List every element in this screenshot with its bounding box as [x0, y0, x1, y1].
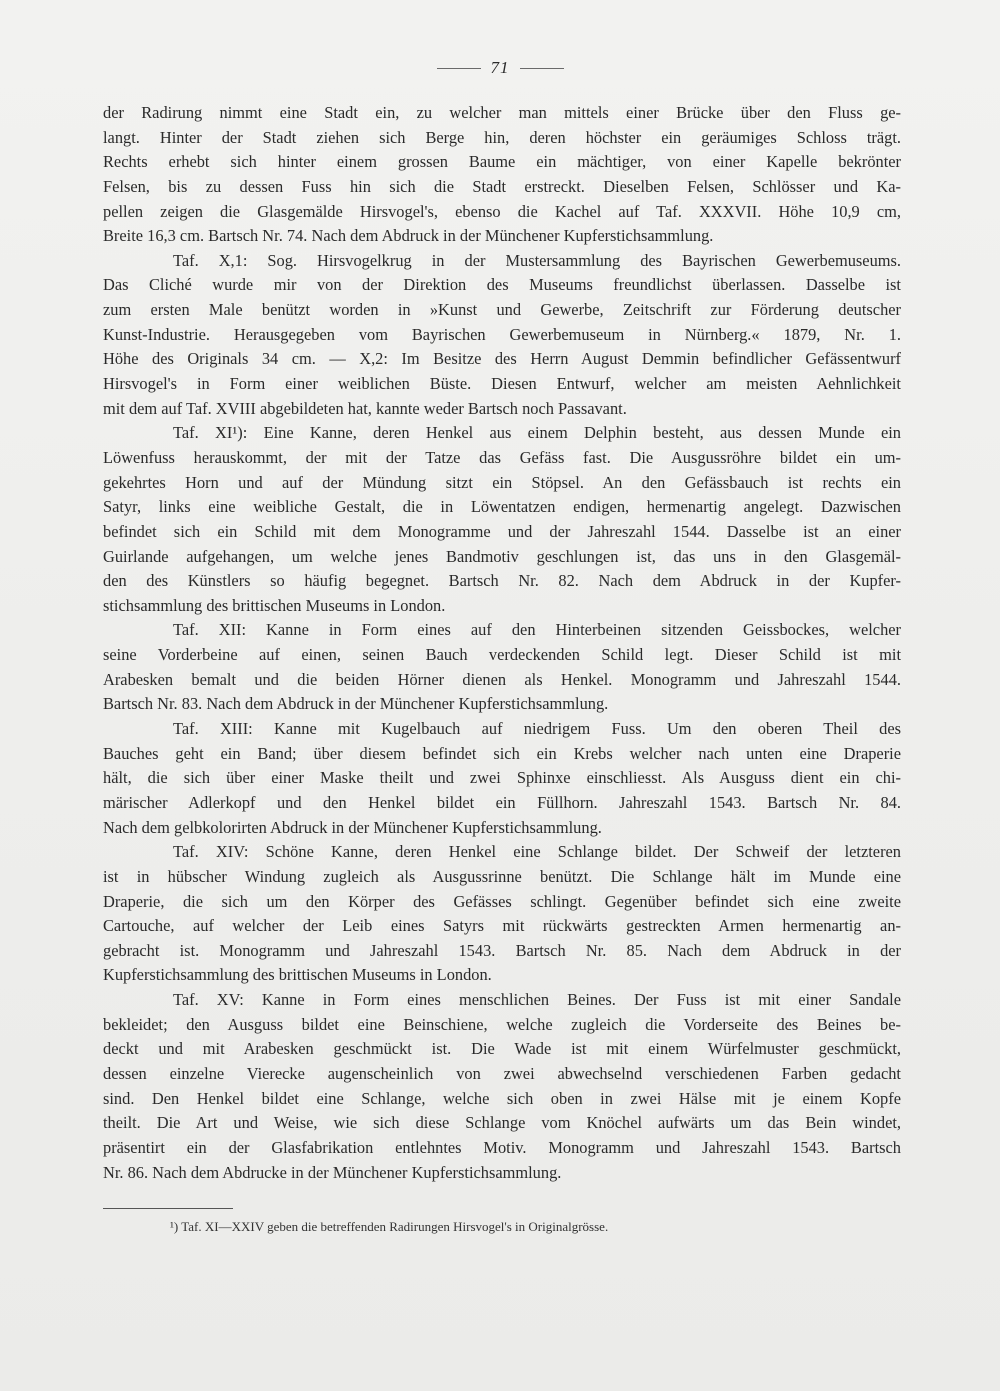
text-line: der Radirung nimmt eine Stadt ein, zu welcher man mittels einer Brücke über den Fluss ge-: [103, 103, 901, 122]
page-number: 71: [490, 58, 510, 77]
text-line: Das Cliché wurde mir von der Direktion des Museums freundlichst überlassen. Dasselbe ist: [103, 275, 901, 295]
footnote-rule: [103, 1208, 233, 1209]
text-line: Bartsch Nr. 83. Nach dem Abdruck in der Münchener Kupferstichsammlung.: [103, 694, 609, 714]
text-line: Löwenfuss herauskommt, der mit der Tatze das Gefäss fast. Die Ausgussröhre bildet ein um-: [103, 447, 901, 467]
text-line: pellen zeigen die Glasgemälde Hirsvogel's, ebenso die Kachel auf Taf. XXXVII. Höhe 10,9 cm,: [103, 201, 901, 221]
text-line: Bauches geht ein Band; über diesem befindet sich ein Krebs welcher nach unten eine Draperie: [103, 743, 901, 763]
text-line: Nr. 86. Nach dem Abdrucke in der Münchener Kupferstichsammlung.: [103, 1162, 562, 1182]
footnote: ¹) Taf. XI—XXIV geben die betreffenden Radirungen Hirsvogel's in Originalgrösse.: [170, 1219, 609, 1234]
text-line: langt. Hinter der Stadt ziehen sich Berge hin, deren höchster ein geräumiges Schloss trägt.: [103, 127, 901, 147]
text-line: gekehrtes Horn und auf der Mündung sitzt ein Stöpsel. An den Gefässbauch ist rechts ein: [103, 472, 901, 492]
text-line: zum ersten Male benützt worden in »Kunst und Gewerbe, Zeitschrift zur Förderung deutscher: [103, 300, 901, 320]
body-text: [103, 101, 901, 1185]
text-line: präsentirt ein der Glasfabrikation entlehntes Motiv. Monogramm und Jahreszahl 1543. Bartsch: [103, 1137, 901, 1157]
text-line: ist in hübscher Windung zugleich als Ausgussrinne benützt. Die Schlange hält im Munde eine: [103, 866, 901, 886]
text-line: Kupferstichsammlung des brittischen Museums in London.: [103, 965, 492, 985]
text-line: märischer Adlerkopf und den Henkel bildet ein Füllhorn. Jahreszahl 1543. Bartsch Nr. 84.: [103, 792, 901, 812]
paragraph-start-line: Taf. XII: Kanne in Form eines auf den Hinterbeinen sitzenden Geissbockes, welcher: [173, 620, 901, 640]
text-line: deckt und mit Arabesken geschmückt ist. Die Wade ist mit einem Würfelmuster geschmückt,: [103, 1039, 901, 1059]
text-line: Breite 16,3 cm. Bartsch Nr. 74. Nach dem Abdruck in der Münchener Kupferstichsammlung.: [103, 226, 714, 246]
page-header: [0, 58, 1000, 82]
text-line: befindet sich ein Schild mit dem Monogramme und der Jahreszahl 1544. Dasselbe ist an einer: [103, 521, 901, 541]
text-line: Cartouche, auf welcher der Leib eines Satyrs mit rückwärts gestreckten Armen hermenartig an-: [103, 916, 901, 936]
text-line: bekleidet; den Ausguss bildet eine Beinschiene, welche zugleich die Vorderseite des Beines be-: [103, 1014, 901, 1034]
paragraph-start-line: Taf. XV: Kanne in Form eines menschlichen Beines. Der Fuss ist mit einer Sandale: [173, 990, 901, 1010]
text-line: Rechts erhebt sich hinter einem grossen Baume ein mächtiger, von einer Kapelle bekrönter: [103, 152, 901, 172]
text-line: Guirlande aufgehangen, um welche jenes Bandmotiv geschlungen ist, das uns in den Glasgemäl-: [103, 546, 901, 566]
text-line: Höhe des Originals 34 cm. — X,2: Im Besitze des Herrn August Demmin befindlicher Gefässentwurf: [103, 349, 901, 369]
text-line: gebracht ist. Monogramm und Jahreszahl 1543. Bartsch Nr. 85. Nach dem Abdruck in der: [103, 940, 901, 960]
text-line: stichsammlung des brittischen Museums in London.: [103, 595, 446, 615]
header-rule-right: [520, 68, 564, 69]
text-line: hält, die sich über einer Maske theilt und zwei Sphinxe einschliesst. Als Ausguss dient ein chi-: [103, 768, 901, 788]
paragraph-start-line: Taf. X,1: Sog. Hirsvogelkrug in der Mustersammlung des Bayrischen Gewerbemuseums.: [173, 250, 901, 270]
text-line: Kunst-Industrie. Herausgegeben vom Bayrischen Gewerbemuseum in Nürnberg.« 1879, Nr. 1.: [103, 324, 901, 344]
text-line: Satyr, links eine weibliche Gestalt, die in Löwentatzen endigen, hermenartig angelegt. Dazwischen: [103, 497, 901, 517]
header-rule-left: [437, 68, 481, 69]
paragraph-start-line: Taf. XIII: Kanne mit Kugelbauch auf niedrigem Fuss. Um den oberen Theil des: [173, 719, 901, 739]
text-line: den des Künstlers so häufig begegnet. Bartsch Nr. 82. Nach dem Abdruck in der Kupfer-: [103, 571, 901, 591]
paragraph-start-line: Taf. XIV: Schöne Kanne, deren Henkel eine Schlange bildet. Der Schweif der letzteren: [173, 842, 901, 862]
text-line: Hirsvogel's in Form einer weiblichen Büste. Diesen Entwurf, welcher am meisten Aehnlichkeit: [103, 374, 901, 394]
text-line: dessen einzelne Vierecke augenscheinlich von zwei abwechselnd verschiedenen Farben gedacht: [103, 1063, 901, 1083]
text-line: Felsen, bis zu dessen Fuss hin sich die Stadt erstreckt. Dieselben Felsen, Schlösser und Ka-: [103, 176, 901, 196]
text-line: seine Vorderbeine auf einen, seinen Bauch verdeckenden Schild legt. Dieser Schild ist mit: [103, 645, 901, 665]
text-line: Nach dem gelbkolorirten Abdruck in der Münchener Kupferstichsammlung.: [103, 817, 602, 837]
text-line: theilt. Die Art und Weise, wie sich diese Schlange vom Knöchel aufwärts um das Bein windet,: [103, 1113, 901, 1133]
text-line: mit dem auf Taf. XVIII abgebildeten hat, kannte weder Bartsch noch Passavant.: [103, 398, 627, 418]
paragraph-start-line: Taf. XI¹): Eine Kanne, deren Henkel aus einem Delphin besteht, aus dessen Munde ein: [173, 423, 901, 443]
text-line: Draperie, die sich um den Körper des Gefässes schlingt. Gegenüber befindet sich eine zweite: [103, 891, 901, 911]
text-line: sind. Den Henkel bildet eine Schlange, welche sich oben in zwei Hälse mit je einem Kopfe: [103, 1088, 901, 1108]
text-line: Arabesken bemalt und die beiden Hörner dienen als Henkel. Monogramm und Jahreszahl 1544.: [103, 669, 901, 689]
